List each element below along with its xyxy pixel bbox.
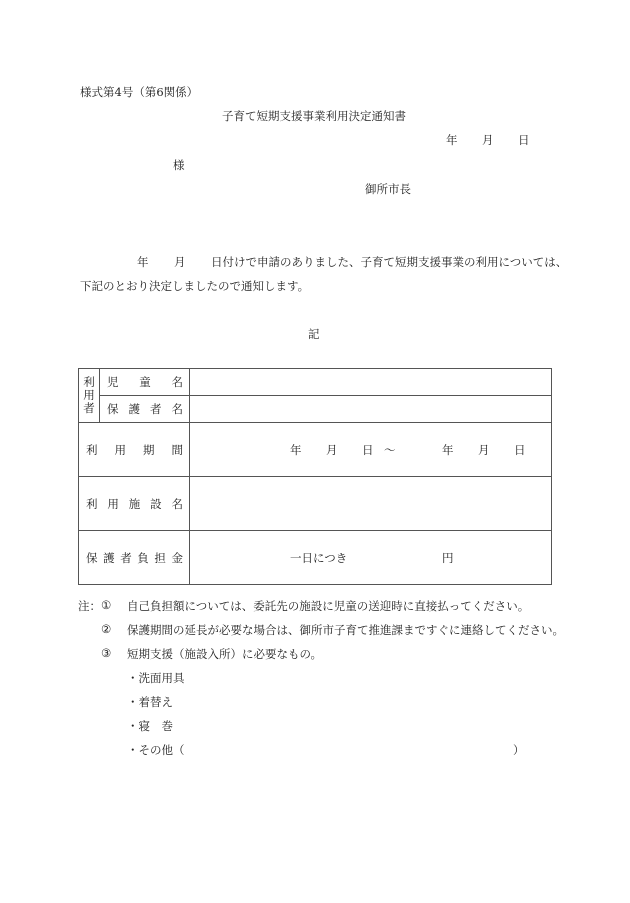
date-day-label: 日 bbox=[518, 133, 530, 147]
child-name-field[interactable] bbox=[190, 369, 552, 396]
label-char: 間 bbox=[171, 442, 183, 457]
user-char: 利 bbox=[83, 375, 95, 389]
child-name-label bbox=[100, 369, 190, 396]
note-1-text: 自己負担額については、委託先の施設に児童の送迎時に直接払ってください。 bbox=[127, 599, 530, 613]
period-row bbox=[79, 423, 552, 477]
period-month1: 月 bbox=[326, 443, 338, 457]
body-line1: 日付けで申請のありました、子育て短期支援事業の利用については、 bbox=[211, 255, 568, 269]
period-year2: 年 bbox=[442, 443, 454, 457]
label-char: 保 bbox=[107, 402, 119, 416]
bring-item: ・洗面用具 bbox=[127, 671, 185, 685]
label-char: 施 bbox=[128, 496, 141, 511]
bring-item-other: ・その他（ bbox=[127, 743, 185, 757]
body-month: 月 bbox=[174, 255, 186, 269]
label-char: 設 bbox=[150, 496, 162, 511]
period-year1: 年 bbox=[290, 443, 302, 457]
user-char: 用 bbox=[83, 388, 95, 402]
period-day1: 日 bbox=[362, 443, 374, 457]
label-char: 期 bbox=[143, 442, 155, 457]
child-name-row bbox=[79, 369, 552, 396]
bring-item-other-close: ） bbox=[513, 743, 525, 757]
label-char: 児 bbox=[107, 375, 119, 389]
label-char: 者 bbox=[120, 550, 132, 565]
label-char: 童 bbox=[139, 375, 151, 389]
document-title: 子育て短期支援事業利用決定通知書 bbox=[222, 109, 406, 123]
date-year-label: 年 bbox=[446, 133, 458, 147]
guardian-name-row bbox=[79, 396, 552, 423]
fee-row bbox=[79, 531, 552, 585]
note-1-mark: ① bbox=[101, 598, 112, 612]
addressee-suffix: 様 bbox=[173, 158, 185, 172]
fee-per-day: 一日につき bbox=[290, 551, 348, 565]
bring-item: ・寝 巻 bbox=[127, 719, 173, 733]
bring-item: ・着替え bbox=[127, 695, 173, 709]
user-char: 者 bbox=[83, 401, 95, 415]
period-label bbox=[79, 423, 190, 477]
issuer: 御所市長 bbox=[365, 182, 411, 196]
label-char: 護 bbox=[103, 550, 115, 565]
label-char: 担 bbox=[154, 550, 166, 565]
form-number: 様式第4号（第6関係） bbox=[80, 85, 199, 99]
label-char: 名 bbox=[171, 375, 183, 389]
facility-field[interactable] bbox=[190, 477, 552, 531]
note-3-text: 短期支援（施設入所）に必要なもの。 bbox=[127, 647, 323, 661]
label-char: 護 bbox=[128, 402, 140, 416]
fee-yen: 円 bbox=[442, 551, 454, 565]
label-char: 負 bbox=[137, 550, 149, 565]
label-char: 者 bbox=[150, 402, 162, 416]
body-year: 年 bbox=[137, 255, 149, 269]
note-2-text: 保護期間の延長が必要な場合は、御所市子育て推進課まですぐに連絡してください。 bbox=[127, 623, 564, 637]
facility-row bbox=[79, 477, 552, 531]
guardian-name-label bbox=[100, 396, 190, 423]
label-char: 保 bbox=[86, 550, 98, 565]
fee-label bbox=[79, 531, 190, 585]
body-line2: 下記のとおり決定しましたので通知します。 bbox=[80, 279, 310, 293]
note-3-mark: ③ bbox=[101, 646, 112, 660]
label-char: 名 bbox=[171, 402, 183, 416]
period-field[interactable] bbox=[190, 423, 552, 477]
user-group-label bbox=[79, 369, 100, 423]
label-char: 利 bbox=[86, 496, 98, 511]
period-day2: 日 bbox=[514, 443, 526, 457]
note-2-mark: ② bbox=[101, 622, 112, 636]
notes-prefix: 注： bbox=[78, 599, 101, 613]
guardian-name-field[interactable] bbox=[190, 396, 552, 423]
label-char: 金 bbox=[171, 550, 183, 565]
decision-table bbox=[78, 368, 552, 585]
period-tilde: ～ bbox=[384, 443, 396, 457]
label-char: 利 bbox=[86, 442, 98, 457]
date-month-label: 月 bbox=[482, 133, 494, 147]
label-char: 名 bbox=[171, 496, 183, 511]
fee-field[interactable] bbox=[190, 531, 552, 585]
label-char: 用 bbox=[107, 496, 119, 511]
ki-heading: 記 bbox=[308, 327, 320, 341]
facility-label bbox=[79, 477, 190, 531]
period-month2: 月 bbox=[478, 443, 490, 457]
label-char: 用 bbox=[114, 442, 126, 457]
